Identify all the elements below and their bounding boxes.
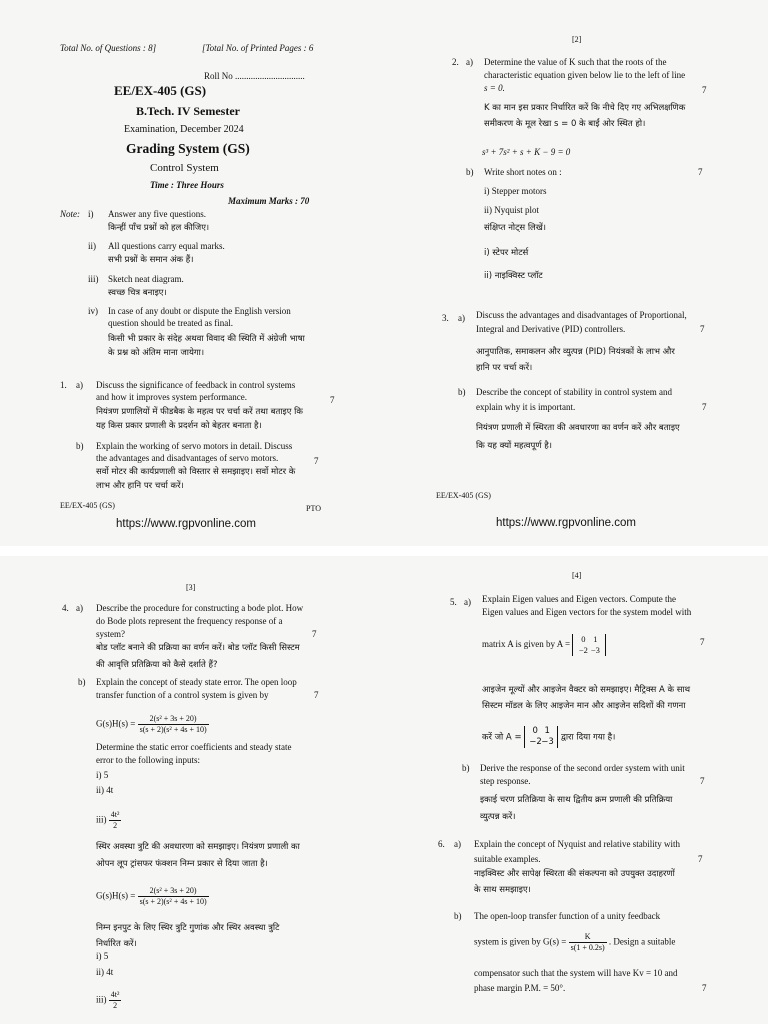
question-text: transfer function of a control system is given by <box>96 690 269 700</box>
transfer-function <box>96 714 209 735</box>
question-text: do Bode plots represent the frequency response of a <box>96 616 283 626</box>
matrix-a <box>572 634 606 656</box>
note-text: In case of any doubt or dispute the English version <box>108 306 291 316</box>
marks: 7 <box>700 324 705 334</box>
part-label: a) <box>454 839 461 849</box>
question-text-hindi: यह किस प्रकार प्रणाली के प्रदर्शन को बेहतर बनाता है। <box>96 421 262 431</box>
list-item: i) 5 <box>96 770 109 780</box>
tf-numerator: 2(s² + 3s + 20) <box>138 886 209 897</box>
marks: 7 <box>314 690 319 700</box>
gs-numerator: K <box>569 932 607 943</box>
tf-fraction <box>138 886 209 907</box>
input-fraction <box>109 990 122 1011</box>
list-item <box>96 990 121 1011</box>
input-numerator: 4t² <box>110 990 120 999</box>
tf-denominator: s(s + 2)(s² + 4s + 10) <box>139 897 207 906</box>
marks: 7 <box>700 776 705 786</box>
page-number: [4] <box>572 571 582 580</box>
list-item: i) Stepper motors <box>484 186 547 196</box>
input-denominator: 2 <box>113 1001 118 1010</box>
matrix-cell: −3 <box>541 737 554 747</box>
grading-system: Grading System (GS) <box>126 141 250 156</box>
question-text: Integral and Derivative (PID) controllers. <box>476 324 626 334</box>
question-text-hindi: नाइक्विस्ट और सापेक्ष स्थिरता की संकल्पना को उपयुक्त उदाहरणों <box>474 869 675 879</box>
matrix-cell: −2 <box>578 645 588 655</box>
input-label: iii) <box>96 994 107 1005</box>
part-label: a) <box>458 313 465 323</box>
question-text: Discuss the advantages and disadvantages of Proportional, <box>476 310 687 320</box>
time-allowed: Time : Three Hours <box>150 180 224 190</box>
page-divider <box>0 546 768 556</box>
question-text-hindi: आनुपातिक, समाकलन और व्युत्पन्न (PID) नियंत्रकों के लाभ और <box>476 347 675 357</box>
question-number: 2. <box>452 57 459 67</box>
tf-numerator: 2(s² + 3s + 20) <box>138 714 209 725</box>
matrix-cell: 0 <box>581 634 586 644</box>
question-text-hindi: संक्षिप्त नोट्स लिखें। <box>484 223 546 233</box>
question-text: suitable examples. <box>474 854 541 864</box>
hindi-text: द्वारा दिया गया है। <box>560 732 616 743</box>
question-text: . Design a suitable <box>608 936 676 947</box>
list-item-hindi: ii) नाइक्विस्ट प्लॉट <box>484 271 543 281</box>
subject-title: Control System <box>150 162 219 174</box>
question-number: 3. <box>442 313 449 323</box>
marks: 7 <box>312 629 317 639</box>
question-text-hindi: निम्न इनपुट के लिए स्थिर त्रुटि गुणांक और स्थिर अवस्था त्रुटि <box>96 923 280 933</box>
matrix-a <box>524 726 558 748</box>
question-text-hindi: व्युत्पन्न करें। <box>480 812 516 822</box>
marks: 7 <box>314 456 319 466</box>
paper-code: EE/EX-405 (GS) <box>114 83 207 98</box>
note-text-hindi: किन्हीं पाँच प्रश्नों को हल कीजिए। <box>108 223 210 233</box>
characteristic-equation: s³ + 7s² + s + K − 9 = 0 <box>482 147 571 157</box>
footer-pto: PTO <box>306 504 321 513</box>
question-text-hindi: ओपन लूप ट्रांसफर फंक्शन निम्न प्रकार से दिया जाता है। <box>96 859 268 869</box>
question-text-hindi: निर्धारित करें। <box>96 939 137 949</box>
question-text-hindi: आइजेन मूल्यों और आइजेन वैक्टर को समझाइए। मैट्रिक्स A के साथ <box>482 685 691 695</box>
list-item-hindi: i) स्टेपर मोटर्स <box>484 248 529 258</box>
question-text-hindi: स्थिर अवस्था त्रुटि की अवधारणा को समझाइए। नियंत्रण प्रणाली का <box>96 842 300 852</box>
total-pages: [Total No. of Printed Pages : 6 <box>202 43 314 53</box>
part-label: a) <box>76 603 83 613</box>
page-4 <box>384 556 768 1024</box>
part-label: b) <box>76 441 84 451</box>
part-label: b) <box>78 677 86 687</box>
note-num: ii) <box>88 241 96 251</box>
question-text-hindi: सर्वो मोटर की कार्यप्रणाली को विस्तार से समझाइए। सर्वो मोटर के <box>96 467 296 477</box>
question-text-hindi: लाभ और हानि पर चर्चा करें। <box>96 481 184 491</box>
tf-fraction <box>138 714 209 735</box>
marks: 7 <box>700 637 705 647</box>
question-text-hindi: नियंत्रण प्रणालियों में फीडबैक के महत्व पर चर्चा करें तथा बताइए कि <box>96 407 303 417</box>
note-text-hindi: के प्रश्न को अंतिम माना जायेगा। <box>108 348 205 358</box>
gs-label: G(s) = <box>543 936 567 947</box>
question-text: compensator such that the system will have Kv = 10 and <box>474 968 678 978</box>
note-text: Sketch neat diagram. <box>108 274 184 284</box>
marks: 7 <box>702 85 707 95</box>
question-text-hindi: K का मान इस प्रकार निर्धारित करें कि नीचे दिए गए अभिलक्षणिक <box>484 103 686 113</box>
tf-denominator: s(s + 2)(s² + 4s + 10) <box>139 725 207 734</box>
part-label: b) <box>454 911 462 921</box>
question-text: Eigen values and Eigen vectors for the system model with <box>482 607 692 617</box>
total-questions: Total No. of Questions : 8] <box>60 43 157 53</box>
marks: 7 <box>698 167 703 177</box>
note-label: Note: <box>60 209 80 219</box>
tf-lhs: G(s)H(s) = <box>96 890 136 901</box>
question-text-hindi <box>482 726 615 748</box>
page-number: [3] <box>186 583 196 592</box>
website-url[interactable]: https://www.rgpvonline.com <box>496 517 636 529</box>
list-item: ii) 4t <box>96 785 114 795</box>
question-text: Write short notes on : <box>484 167 562 177</box>
question-text: Explain Eigen values and Eigen vectors. Compute the <box>482 594 676 604</box>
question-text: characteristic equation given below lie to the left of line <box>484 70 686 80</box>
tf-lhs: G(s)H(s) = <box>96 718 136 729</box>
question-text: explain why it is important. <box>476 402 576 412</box>
question-text: s = 0. <box>484 83 505 93</box>
question-text-hindi: नियंत्रण प्रणाली में स्थिरता की अवधारणा का वर्णन करें और बताइए <box>476 423 680 433</box>
note-text-hindi: किसी भी प्रकार के संदेह अथवा विवाद की स्थिति में अंग्रेजी भाषा <box>108 334 305 344</box>
page-3 <box>0 556 384 1024</box>
question-text: step response. <box>480 776 531 786</box>
exam-title: Examination, December 2024 <box>124 124 244 135</box>
marks: 7 <box>330 395 335 405</box>
marks: 7 <box>702 402 707 412</box>
question-text <box>474 932 675 953</box>
note-text: Answer any five questions. <box>108 209 206 219</box>
page-number: [2] <box>572 35 582 44</box>
input-fraction <box>109 810 122 831</box>
question-text: phase margin P.M. = 50°. <box>474 983 566 993</box>
question-text-hindi: बोड प्लॉट बनाने की प्रक्रिया का वर्णन करें। बोड प्लॉट किसी सिस्टम <box>96 643 300 653</box>
note-num: iii) <box>88 274 99 284</box>
transfer-function <box>96 886 209 907</box>
note-text: All questions carry equal marks. <box>108 241 225 251</box>
question-number: 1. <box>60 380 67 390</box>
roll-no: Roll No ............................... <box>204 71 305 81</box>
part-label: a) <box>466 57 473 67</box>
question-number: 5. <box>450 597 457 607</box>
part-label: b) <box>462 763 470 773</box>
part-label: b) <box>458 387 466 397</box>
question-number: 6. <box>438 839 445 849</box>
question-text: Determine the static error coefficients and steady state <box>96 742 292 752</box>
marks: 7 <box>702 983 707 993</box>
question-text: Discuss the significance of feedback in control systems <box>96 380 296 390</box>
part-label: a) <box>76 380 83 390</box>
question-text-hindi: समीकरण के मूल रेखा s = 0 के बाईं ओर स्थित हो। <box>484 119 646 129</box>
question-text: Describe the procedure for constructing a bode plot. How <box>96 603 304 613</box>
part-label: b) <box>466 167 474 177</box>
question-text-hindi: की आवृत्ति प्रतिक्रिया को कैसे दर्शाते हैं? <box>96 660 218 670</box>
matrix-label: A = <box>505 732 522 743</box>
question-text <box>482 634 606 656</box>
footer-code: EE/EX-405 (GS) <box>60 501 115 510</box>
question-text: the advantages and disadvantages of servo motors. <box>96 453 279 463</box>
list-item: i) 5 <box>96 951 109 961</box>
question-text-hindi: इकाई चरण प्रतिक्रिया के साथ द्वितीय क्रम प्रणाली की प्रतिक्रिया <box>480 795 673 805</box>
matrix-label: A = <box>556 639 571 650</box>
list-item <box>96 810 121 831</box>
note-num: i) <box>88 209 94 219</box>
question-text: Derive the response of the second order system with unit <box>480 763 685 773</box>
hindi-text: करें जो <box>482 732 504 743</box>
input-label: iii) <box>96 814 107 825</box>
part-label: a) <box>464 597 471 607</box>
question-text: and how it improves system performance. <box>96 392 247 402</box>
question-text: error to the following inputs: <box>96 755 200 765</box>
question-text: system? <box>96 629 125 639</box>
matrix-cell: −3 <box>590 645 600 655</box>
question-text-hindi: सिस्टम मॉडल के लिए आइजेन मान और आइजेन सदिशों की गणना <box>482 701 686 711</box>
question-text-hindi: कि यह क्यों महत्वपूर्ण है। <box>476 441 552 451</box>
question-number: 4. <box>62 603 69 613</box>
marks: 7 <box>698 854 703 864</box>
matrix-cell: 1 <box>544 726 550 736</box>
question-text-hindi: के साथ समझाइए। <box>474 885 531 895</box>
note-num: iv) <box>88 306 98 316</box>
question-text-hindi: हानि पर चर्चा करें। <box>476 363 533 373</box>
page-1 <box>0 0 384 546</box>
question-text: Describe the concept of stability in control system and <box>476 387 672 397</box>
matrix-intro: matrix A is given by <box>482 639 555 650</box>
course-title: B.Tech. IV Semester <box>136 104 240 118</box>
input-numerator: 4t² <box>110 810 120 819</box>
matrix-cell: 1 <box>593 634 598 644</box>
page-2 <box>384 0 768 546</box>
gs-denominator: s(1 + 0.2s) <box>570 943 605 952</box>
maximum-marks: Maximum Marks : 70 <box>228 196 310 206</box>
gs-fraction <box>569 932 607 953</box>
footer-code: EE/EX-405 (GS) <box>436 491 491 500</box>
matrix-cell: 0 <box>532 726 538 736</box>
question-text: Explain the working of servo motors in detail. Discuss <box>96 441 293 451</box>
note-text: question should be treated as final. <box>108 318 233 328</box>
question-text: The open-loop transfer function of a unity feedback <box>474 911 661 921</box>
question-text: Determine the value of K such that the roots of the <box>484 57 667 67</box>
input-denominator: 2 <box>113 821 118 830</box>
note-text-hindi: स्वच्छ चित्र बनाइए। <box>108 288 167 298</box>
question-text: Explain the concept of steady state error. The open loop <box>96 677 297 687</box>
list-item: ii) 4t <box>96 967 114 977</box>
question-text: system is given by <box>474 936 541 947</box>
question-text: Explain the concept of Nyquist and relative stability with <box>474 839 680 849</box>
note-text-hindi: सभी प्रश्नों के समान अंक हैं। <box>108 255 194 265</box>
website-url[interactable]: https://www.rgpvonline.com <box>116 518 256 530</box>
matrix-cell: −2 <box>529 737 542 747</box>
list-item: ii) Nyquist plot <box>484 205 540 215</box>
